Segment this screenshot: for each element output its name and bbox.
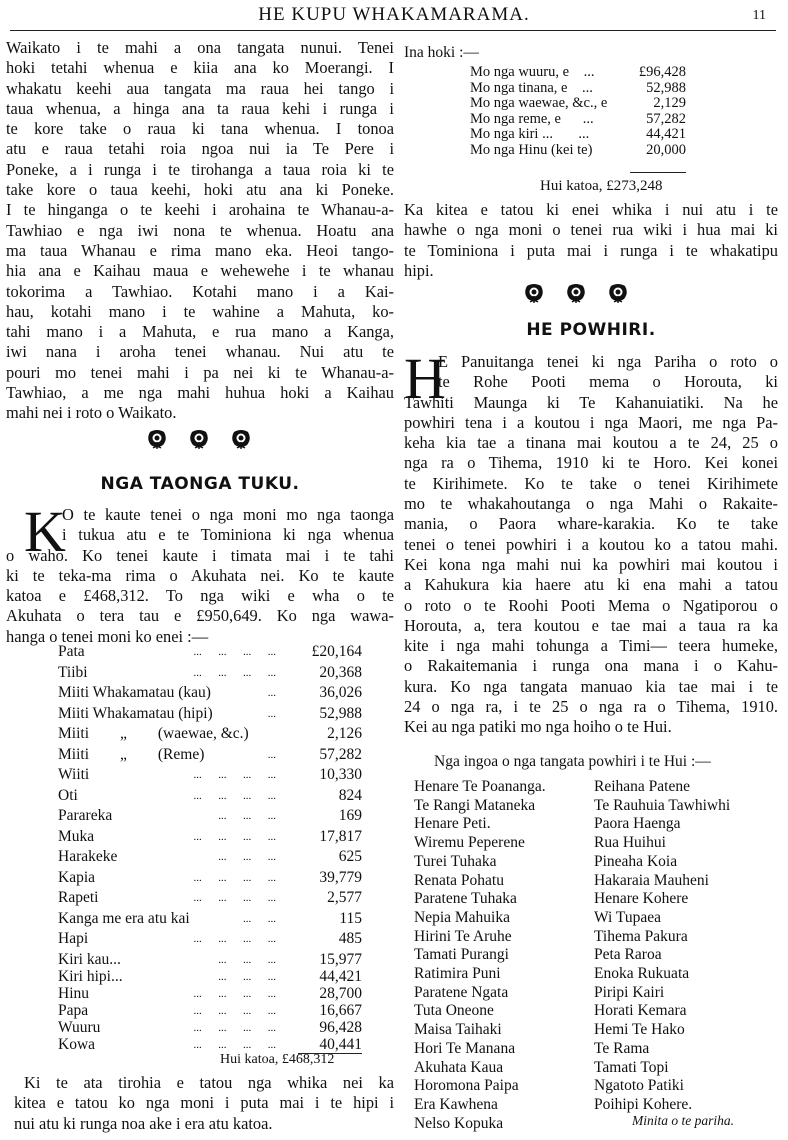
item-value: 20,000 bbox=[646, 141, 686, 158]
text-line: tahi mano i a Mahuta, e rua mano a Kanga, bbox=[6, 322, 394, 342]
text-line: hipi. bbox=[404, 260, 434, 280]
leader-dots: ... ... ... ... bbox=[193, 769, 276, 781]
person-name: Renata Pohatu bbox=[414, 871, 504, 889]
item-value: 625 bbox=[338, 848, 362, 865]
flower-ornament-icon bbox=[566, 282, 586, 304]
person-name: Rua Huihui bbox=[594, 834, 666, 852]
person-name: Turei Tuhaka bbox=[414, 852, 497, 870]
item-name: Parareka bbox=[58, 807, 113, 824]
person-name: Te Rauhuia Tawhiwhi bbox=[594, 796, 731, 814]
leader-dots: ... bbox=[267, 748, 276, 761]
table-row bbox=[58, 951, 368, 969]
table-row bbox=[58, 1019, 368, 1037]
item-value: 2,126 bbox=[327, 725, 362, 742]
section-title-nga-taonga-tuku: NGA TAONGA TUKU. bbox=[100, 474, 300, 494]
left-intro-paragraph bbox=[6, 38, 394, 424]
item-value: 16,667 bbox=[319, 1001, 362, 1019]
item-value: 44,421 bbox=[319, 967, 362, 985]
text-line: i tukua atu e te Tominiona ki nga whenua bbox=[62, 525, 394, 545]
person-name: Tuta Oneone bbox=[414, 1002, 494, 1020]
person-name: Tihema Pakura bbox=[594, 927, 688, 945]
person-name: Ngatoto Patiki bbox=[594, 1077, 684, 1095]
item-name: Papa bbox=[58, 1001, 89, 1019]
item-name: Rapeti bbox=[58, 889, 99, 906]
item-value: 2,129 bbox=[653, 95, 686, 111]
item-name: Miiti Whakamatau (hipi) bbox=[58, 704, 213, 722]
leader-dots: ... ... ... bbox=[218, 970, 276, 983]
text-line: hia ana e Kaihau maua e wehewehe i te whanau bbox=[6, 261, 394, 281]
flower-ornament-icon bbox=[231, 428, 251, 450]
item-name: Hinu bbox=[58, 984, 89, 1002]
item-value: £20,164 bbox=[311, 643, 362, 660]
text-line: Akuhata o tera tau e £950,649. Ko nga wawa- bbox=[6, 606, 394, 626]
table-row bbox=[58, 848, 368, 866]
text-line: taua whenua, a hinga ana ta raua kehi i runga i bbox=[6, 98, 394, 118]
text-line: pouri mo tenei mahi i pa nei ki te Whanau-a- bbox=[6, 362, 394, 382]
item-name: Tiibi bbox=[58, 663, 88, 681]
names-intro: Nga ingoa o nga tangata powhiri i te Hui :— bbox=[434, 753, 711, 770]
person-name: Tamati Topi bbox=[594, 1058, 669, 1076]
text-line: O te kaute tenei o nga moni mo nga taonga bbox=[62, 505, 394, 524]
table-row bbox=[58, 1036, 368, 1054]
text-line: Kei au nga patiki mo nga hoiho o te Hui. bbox=[404, 717, 672, 737]
item-value: 20,368 bbox=[319, 663, 362, 681]
person-name: Akuhata Kaua bbox=[414, 1058, 504, 1076]
leader-dots: ... ... ... ... bbox=[193, 1021, 276, 1034]
text-line: o roto o te Roohi Pooti Mema o Ngatiporou o bbox=[404, 595, 778, 615]
leader-dots: ... ... ... ... bbox=[193, 987, 276, 1000]
item-name: Muka bbox=[58, 827, 95, 845]
item-name: Kanga me era atu kai bbox=[58, 909, 190, 927]
flower-ornament-icon bbox=[189, 428, 209, 450]
person-name: Henare Kohere bbox=[594, 890, 689, 908]
closing-paragraph bbox=[14, 1073, 394, 1134]
person-name: Piripi Kairi bbox=[594, 983, 665, 1001]
text-line: hawhe o nga moni o tenei rua wiki i hua mai ki bbox=[404, 220, 778, 240]
table-row bbox=[58, 807, 368, 825]
page-number: 11 bbox=[752, 8, 766, 23]
text-line: o Rakaitemania i runga ona mana i o Kahu- bbox=[404, 656, 778, 676]
text-line: mahi nei i roto o Waikato. bbox=[6, 403, 177, 423]
flower-ornament-icon bbox=[147, 428, 167, 450]
page-header bbox=[0, 2, 788, 30]
person-name: Pineaha Koia bbox=[594, 852, 678, 870]
person-name: Hakaraia Mauheni bbox=[594, 871, 709, 889]
leader-dots: ... ... ... ... bbox=[193, 933, 276, 945]
person-name: Poihipi Kohere. bbox=[594, 1095, 693, 1113]
leader-dots: ... bbox=[267, 687, 276, 699]
names-list bbox=[414, 778, 784, 1138]
table-row bbox=[58, 766, 368, 784]
item-value: 2,577 bbox=[327, 889, 362, 906]
item-name: Oti bbox=[58, 786, 78, 804]
person-name: Era Kawhena bbox=[414, 1095, 498, 1113]
item-name: Mo nga waewae, &c., e bbox=[470, 95, 608, 111]
exports-total: Hui katoa, £468,312 bbox=[220, 1052, 335, 1067]
person-name: Peta Raroa bbox=[594, 946, 662, 964]
person-name: Tamati Purangi bbox=[414, 946, 509, 964]
item-value: 40,441 bbox=[319, 1035, 362, 1053]
item-name: Harakeke bbox=[58, 848, 118, 865]
leader-dots: ... ... ... bbox=[218, 953, 276, 966]
text-line: Poneke, a i runga i te tirohanga a taua roia ki te bbox=[6, 159, 394, 179]
leader-dots: ... ... ... ... bbox=[193, 871, 276, 884]
leader-dots: ... ... bbox=[243, 912, 276, 925]
item-value: 57,282 bbox=[646, 110, 686, 127]
text-line: I te hinganga o te keehi i arohaina te Whanau-a- bbox=[6, 200, 394, 220]
person-name: Wiremu Peperene bbox=[414, 834, 525, 852]
text-line: Ki te ata tirohia e tatou nga whika nei ka bbox=[24, 1073, 394, 1092]
item-value: 485 bbox=[338, 930, 362, 947]
person-name: Nepia Mahuika bbox=[414, 908, 510, 926]
leader-dots: ... ... ... ... bbox=[193, 1004, 276, 1017]
table-row bbox=[58, 643, 368, 661]
item-value: 15,977 bbox=[319, 950, 362, 968]
flower-ornament-icon bbox=[524, 282, 544, 304]
leader-dots: ... bbox=[267, 707, 276, 720]
text-line: E Panuitanga tenei ki nga Pariha o roto o bbox=[438, 352, 778, 371]
table-row bbox=[58, 930, 368, 948]
item-value: 96,428 bbox=[319, 1018, 362, 1036]
text-line: Waikato i te mahi a ona tangata nunui. Tenei bbox=[6, 38, 394, 57]
table-row bbox=[58, 985, 368, 1003]
text-line: kitea e tatou ko nga moni i puta mai i te hipi i bbox=[14, 1093, 394, 1113]
text-line: mania, o Paora whare-karakia. Ko te take bbox=[404, 514, 778, 534]
person-name: Hirini Te Aruhe bbox=[414, 927, 512, 945]
table-row bbox=[58, 705, 368, 723]
item-value: 10,330 bbox=[319, 766, 362, 783]
text-line: hau, kotahi mano i te wahine a Mahuta, ko- bbox=[6, 301, 394, 321]
table-row bbox=[58, 725, 368, 743]
text-line: kura. Ko nga tangata manuao kia tae mai i te bbox=[404, 676, 778, 696]
item-name: Kapia bbox=[58, 868, 96, 886]
text-line: a Kahukura kia haere atu ki ena mahi a tatou bbox=[404, 575, 778, 595]
person-name: Henare Te Poananga. bbox=[414, 778, 546, 795]
item-name: Mo nga reme, e ... bbox=[470, 110, 594, 127]
ornament-row-right bbox=[524, 282, 628, 304]
summary-paragraph bbox=[404, 200, 778, 281]
person-name: Paora Haenga bbox=[594, 815, 681, 833]
person-name: Paratene Ngata bbox=[414, 983, 509, 1001]
text-line: iwi nana i aroha tenei whanau. Nui atu te bbox=[6, 342, 394, 362]
table-row bbox=[58, 1002, 368, 1020]
person-name: Ratimira Puni bbox=[414, 965, 501, 982]
table-row bbox=[58, 910, 368, 928]
text-line: Tawhiao, a me nga mahi huhua hoki a Kaihau bbox=[6, 383, 394, 403]
item-value: 57,282 bbox=[319, 745, 362, 763]
running-title: HE KUPU WHAKAMARAMA. bbox=[258, 4, 530, 25]
ina-hoki-label: Ina hoki :— bbox=[404, 44, 479, 61]
table-row bbox=[58, 664, 368, 682]
item-name: Pata bbox=[58, 643, 85, 660]
header-rule bbox=[10, 30, 776, 31]
text-line: atu e raua tetahi roia ngoa nui ia Te Pere i bbox=[6, 139, 394, 159]
item-value: 36,026 bbox=[319, 684, 362, 701]
item-name: Miiti Whakamatau (kau) bbox=[58, 684, 211, 701]
item-name: Kiri kau... bbox=[58, 950, 121, 968]
item-value: 52,988 bbox=[319, 704, 362, 722]
person-name: Wi Tupaea bbox=[594, 908, 661, 926]
ornament-row-left bbox=[147, 428, 251, 450]
leader-dots: ... ... ... ... bbox=[193, 830, 276, 843]
person-name: Nelso Kopuka bbox=[414, 1114, 504, 1132]
item-name: Miiti „ (waewae, &c.) bbox=[58, 725, 249, 742]
text-line: ki te teka-ma rima o Akuhata nei. Ko te kaute bbox=[6, 565, 394, 585]
table-row bbox=[58, 684, 368, 702]
summary-table bbox=[470, 64, 690, 174]
person-name: Maisa Taihaki bbox=[414, 1021, 502, 1039]
table-row bbox=[58, 787, 368, 805]
text-line: te Kirihimete. Ko te take o tenei Kirihimete bbox=[404, 473, 778, 493]
text-line: Tawhiti Maunga ki Te Kahanuiatiki. Na he bbox=[404, 392, 778, 412]
item-name: Miiti „ (Reme) bbox=[58, 745, 205, 763]
text-line: hanga o tenei moni ko enei :— bbox=[6, 626, 209, 646]
text-line: Horouta, a, tera koutou e tae mai a taua ra ka bbox=[404, 615, 778, 635]
item-name: Mo nga tinana, e ... bbox=[470, 79, 593, 96]
person-name: Horati Kemara bbox=[594, 1002, 687, 1020]
text-line: nga ra o Tihema, 1910 ki te Horo. Kei konei bbox=[404, 453, 778, 473]
text-line: mo te whakahoutanga o nga Mahi o Rakaite- bbox=[404, 494, 778, 514]
text-line: tenei o tenei powhiri i a koutou ko a tatou mahi. bbox=[404, 534, 778, 554]
summary-total: Hui katoa, £273,248 bbox=[540, 178, 663, 194]
table-row bbox=[58, 968, 368, 986]
item-name: Hapi bbox=[58, 930, 89, 947]
item-value: 28,700 bbox=[319, 984, 362, 1002]
drop-cap: K bbox=[24, 499, 66, 564]
taonga-paragraph bbox=[6, 499, 394, 655]
text-line: powhiri tena i a koutou i nga Maori, me nga Pa- bbox=[404, 412, 778, 432]
item-value: £96,428 bbox=[638, 64, 686, 80]
item-value: 169 bbox=[338, 807, 362, 824]
section-title-he-powhiri: HE POWHIRI. bbox=[526, 320, 656, 340]
table-row bbox=[58, 828, 368, 846]
person-name: Reihana Patene bbox=[594, 778, 690, 795]
person-name: Te Rangi Mataneka bbox=[414, 796, 536, 814]
text-line: hoki tetahi whenua e kiia ana ko Moerangi. I bbox=[6, 58, 394, 78]
drop-cap: H bbox=[404, 346, 446, 411]
exports-table bbox=[58, 643, 368, 1053]
item-value: 824 bbox=[338, 786, 362, 804]
item-value: 39,779 bbox=[319, 868, 362, 886]
item-name: Mo nga wuuru, e ... bbox=[470, 64, 595, 80]
text-line: take kore o taua keehi, hoki atu ana ki Poneke. bbox=[6, 180, 394, 200]
table-row bbox=[58, 869, 368, 887]
person-name: Paratene Tuhaka bbox=[414, 890, 517, 908]
text-line: te Tominiona i puta mai i runga i te whakatipu bbox=[404, 240, 778, 260]
text-line: whakatu keehi aua tangata ma raua hei tango i bbox=[6, 78, 394, 98]
text-line: o waho. Ko tenei kaute i timata mai i te tahi bbox=[6, 545, 394, 565]
text-line: Kei kona nga mahi nui ka powhiri mai koutou i bbox=[404, 554, 778, 574]
text-line: te kore take o raua ki tana whenua. I tonoa bbox=[6, 119, 394, 139]
text-line: Tawhiao e nga iwi nona te whenua. Hoatu ana bbox=[6, 220, 394, 240]
leader-dots: ... ... ... ... bbox=[193, 666, 276, 679]
item-value: 17,817 bbox=[319, 827, 362, 845]
item-value: 44,421 bbox=[646, 126, 686, 142]
person-name: Henare Peti. bbox=[414, 815, 491, 833]
item-name: Mo nga kiri ... ... bbox=[470, 126, 590, 142]
leader-dots: ... ... ... ... bbox=[193, 1038, 276, 1051]
flower-ornament-icon bbox=[608, 282, 628, 304]
leader-dots: ... ... ... ... bbox=[193, 892, 276, 904]
person-name: Horomona Paipa bbox=[414, 1077, 519, 1095]
item-name: Wiiti bbox=[58, 766, 90, 783]
text-line: ma taua Whanau e rima mano eka. Heoi tango- bbox=[6, 240, 394, 260]
table-row bbox=[58, 889, 368, 907]
table-row bbox=[58, 746, 368, 764]
signature: Minita o te pariha. bbox=[632, 1112, 734, 1128]
item-value: 52,988 bbox=[646, 79, 686, 96]
text-line: te Rohe Pooti mema o Horouta, ki bbox=[438, 372, 778, 392]
person-name: Hemi Te Hako bbox=[594, 1021, 685, 1039]
text-line: katoa e £468,312. To nga wiki e wha o te bbox=[6, 586, 394, 606]
text-line: tokorima a Tawhiao. Kotahi mano i a Kai- bbox=[6, 281, 394, 301]
leader-dots: ... ... ... bbox=[218, 810, 276, 822]
text-line: 24 o nga ra, i te 25 o nga ra o Tihema, 1910. bbox=[404, 697, 778, 717]
summary-sum-rule bbox=[630, 172, 686, 173]
text-line: keha kia tae a tinana mai koutou a te 24, 25 o bbox=[404, 433, 778, 453]
person-name: Hori Te Manana bbox=[414, 1039, 516, 1057]
item-name: Kowa bbox=[58, 1035, 96, 1053]
text-line: nui atu ki runga noa ake i era atu katoa. bbox=[14, 1113, 273, 1133]
leader-dots: ... ... ... bbox=[218, 851, 276, 863]
person-name: Enoka Rukuata bbox=[594, 965, 690, 982]
text-line: Ka kitea e tatou ki enei whika i nui atu i te bbox=[404, 200, 778, 219]
powhiri-paragraph bbox=[404, 346, 778, 752]
person-name: Te Rama bbox=[594, 1039, 650, 1057]
item-name: Kiri hipi... bbox=[58, 967, 123, 985]
item-name: Mo nga Hinu (kei te) bbox=[470, 141, 593, 158]
leader-dots: ... ... ... ... bbox=[193, 646, 276, 658]
text-line: kite i nga mahi tohunga a Timi— teera humeke, bbox=[404, 636, 778, 656]
item-name: Wuuru bbox=[58, 1018, 101, 1036]
leader-dots: ... ... ... ... bbox=[193, 789, 276, 802]
item-value: 115 bbox=[339, 909, 362, 927]
